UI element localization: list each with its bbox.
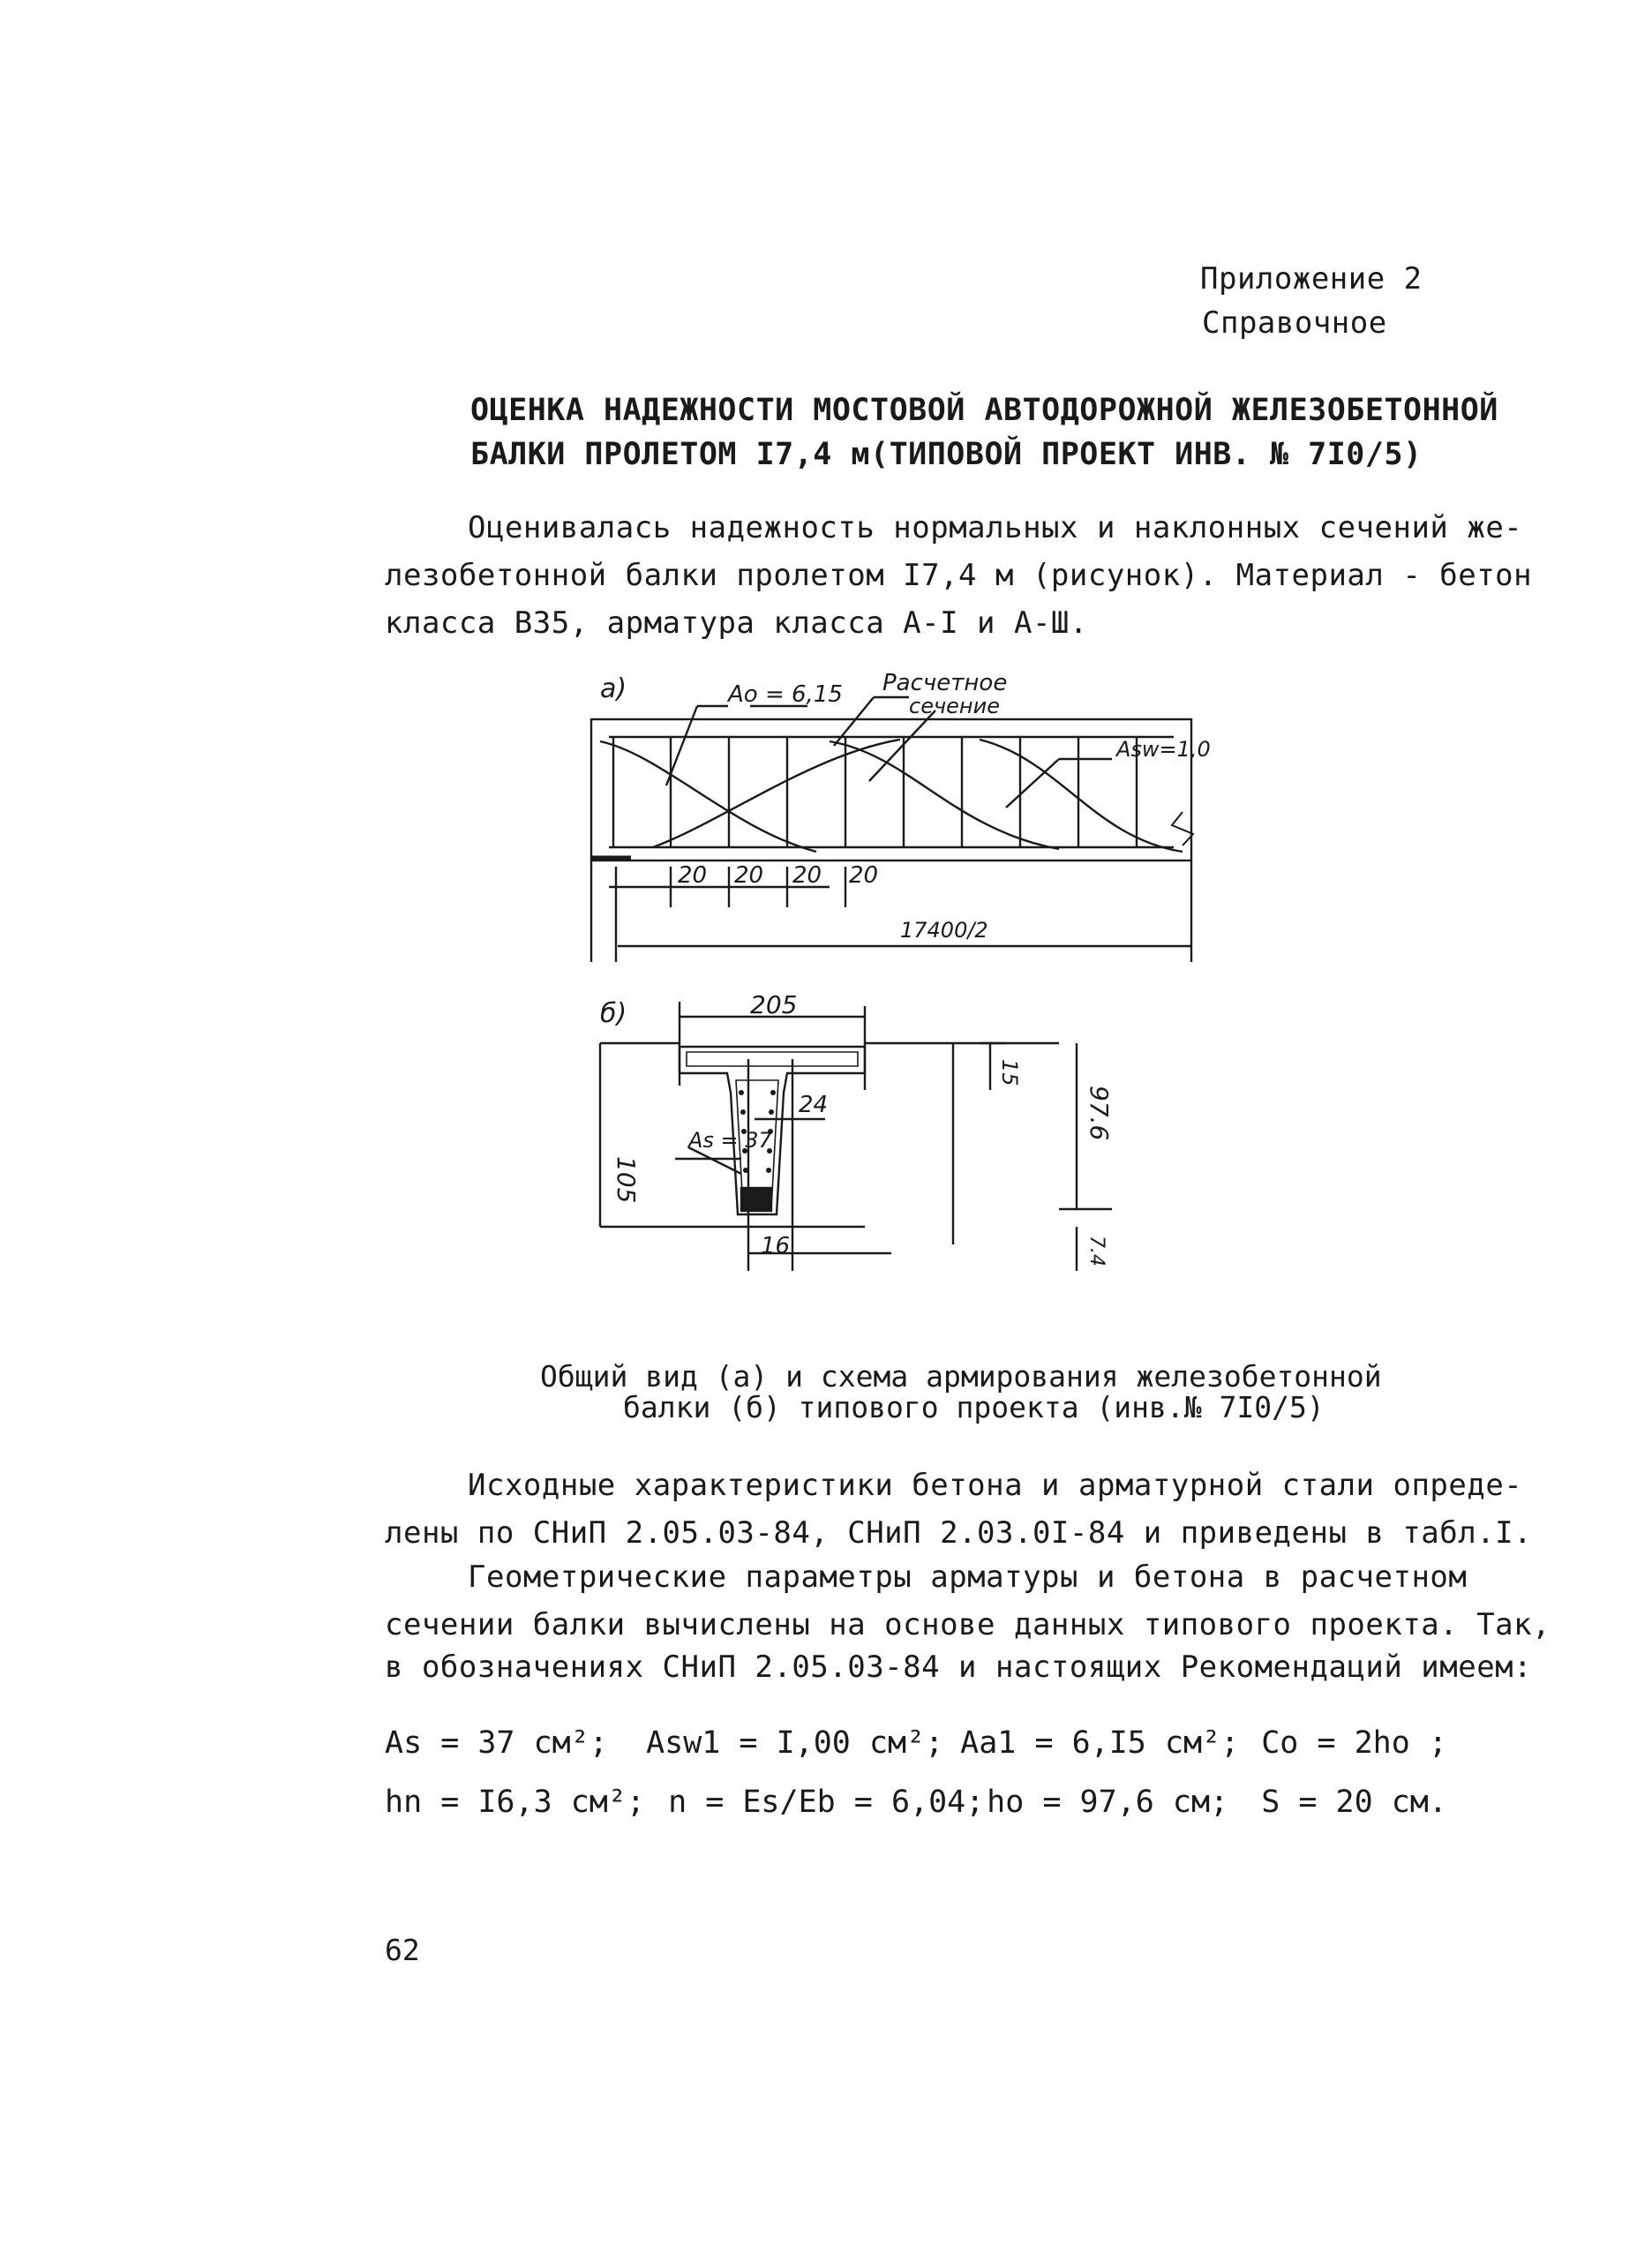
bottom-offset: 7.4 xyxy=(1085,1236,1108,1266)
title-line-2: БАЛКИ ПРОЛЕТОМ I7,4 м(ТИПОВОЙ ПРОЕКТ ИНВ. № 7I0/5) xyxy=(470,437,1423,472)
title-line-1: ОЦЕНКА НАДЕЖНОСТИ МОСТОВОЙ АВТОДОРОЖНОЙ ЖЕЛЕЗОБЕТОННОЙ xyxy=(470,393,1498,428)
bent-bar-2 xyxy=(653,740,900,847)
formula-n: n = Es/Eb = 6,04; xyxy=(668,1785,985,1820)
web-width: 24 xyxy=(799,1092,829,1118)
body-p2-line-2: сечении балки вычислены на основе данных типового проекта. Так, xyxy=(385,1607,1551,1642)
height-total: 105 xyxy=(612,1156,641,1204)
caption-line-1: Общий вид (а) и схема армирования железобетонной xyxy=(540,1359,1382,1394)
caption-line-2: балки (б) типового проекта (инв.№ 7I0/5) xyxy=(623,1390,1325,1424)
spacing-3: 20 xyxy=(792,862,822,889)
span-label: 17400/2 xyxy=(900,918,988,943)
width-top: 205 xyxy=(750,990,798,1019)
a0-label: Aо = 6,15 xyxy=(728,681,843,708)
formula-row-2 xyxy=(385,1785,1447,1820)
bent-bar-1 xyxy=(600,741,816,852)
flange-height: 15 xyxy=(997,1059,1022,1086)
formula-co: Co = 2ho ; xyxy=(1261,1725,1447,1761)
calc-section-label-1: Расчетное xyxy=(882,670,1008,696)
appendix-label: Приложение 2 xyxy=(1200,261,1423,297)
appendix-type: Справочное xyxy=(1202,305,1387,341)
asw-label: Asw=1,0 xyxy=(1116,737,1211,762)
as-label: As = 37 xyxy=(688,1128,772,1153)
formula-row-1 xyxy=(385,1725,1447,1761)
intro-line-1: Оценивалась надежность нормальных и наклонных сечений же- xyxy=(468,510,1523,545)
body-p1-line-1: Исходные характеристики бетона и арматурной стали опреде- xyxy=(468,1468,1523,1503)
body-p1-line-2: лены по СНиП 2.05.03-84, СНиП 2.03.0I-84 и приведены в табл.I. xyxy=(385,1515,1533,1551)
intro-line-2: лезобетонной балки пролетом I7,4 м (рисунок). Материал - бетон xyxy=(385,558,1533,593)
formula-aa1: Aa1 = 6,I5 см²; xyxy=(960,1725,1240,1761)
spacing-4: 20 xyxy=(849,862,879,889)
formula-as: As = 37 см²; xyxy=(385,1725,608,1761)
bottom-reinforcement xyxy=(741,1188,771,1211)
body-p2-line-3: в обозначениях СНиП 2.05.03-84 и настоящих Рекомендаций имеем: xyxy=(385,1650,1533,1685)
formula-hn: hn = I6,3 см²; xyxy=(385,1785,646,1820)
bottom-width: 16 xyxy=(761,1233,791,1259)
spacing-2: 20 xyxy=(734,862,764,889)
intro-line-3: класса В35, арматура класса А-I и А-Ш. xyxy=(385,605,1088,641)
beam-figure xyxy=(565,670,1211,1289)
formula-s: S = 20 см. xyxy=(1261,1785,1447,1820)
page-number: 62 xyxy=(385,1933,420,1967)
spacing-1: 20 xyxy=(678,862,708,889)
label-a: а) xyxy=(600,673,627,704)
formula-ho: ho = 97,6 см; xyxy=(987,1785,1229,1820)
formula-asw1: Asw1 = I,00 см²; xyxy=(646,1725,944,1761)
label-b: б) xyxy=(600,998,627,1029)
h0-dim: 97.6 xyxy=(1085,1086,1114,1141)
calc-section-label-2: сечение xyxy=(909,694,1000,718)
body-p2-line-1: Геометрические параметры арматуры и бетона в расчетном xyxy=(468,1559,1468,1595)
